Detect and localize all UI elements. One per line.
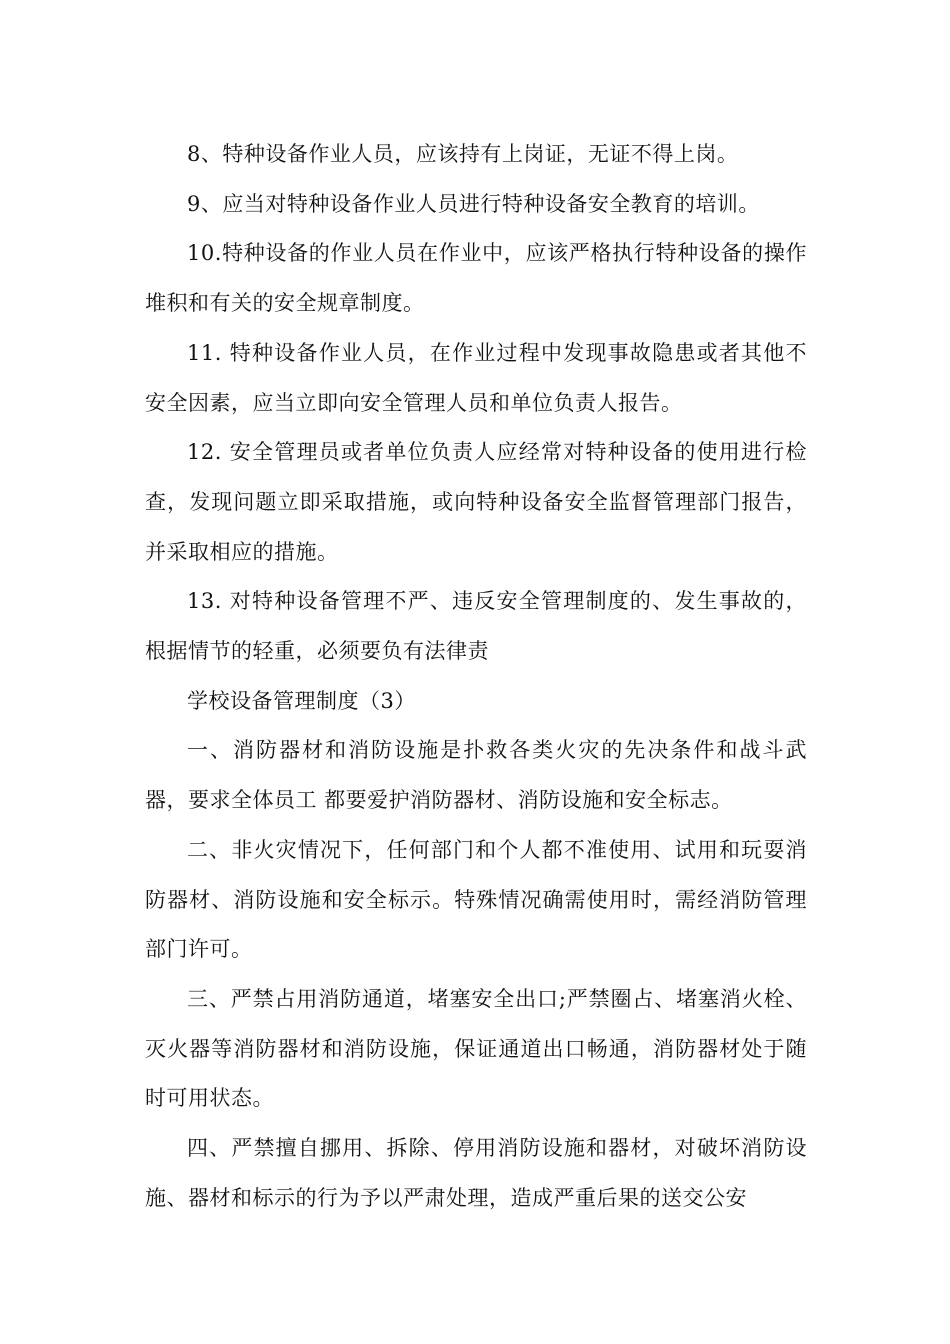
paragraph-12: 12. 安全管理员或者单位负责人应经常对特种设备的使用进行检查，发现问题立即采取措施，或向特种设备安全监督管理部门报告，并采取相应的措施。	[145, 440, 807, 564]
paragraph-two: 二、非火灾情况下，任何部门和个人都不准使用、试用和玩耍消防器材、消防设施和安全标示。特殊情况确需使用时，需经消防管理部门许可。	[145, 837, 807, 962]
document-body	[145, 130, 807, 1223]
paragraph-one: 一、消防器材和消防设施是扑救各类火灾的先决条件和战斗武器，要求全体员工 都要爱护消防器材、消防设施和安全标志。	[145, 738, 807, 813]
paragraph-8: 8、特种设备作业人员，应该持有上岗证，无证不得上岗。	[187, 142, 739, 166]
paragraph-10: 10.特种设备的作业人员在作业中，应该严格执行特种设备的操作堆积和有关的安全规章制度。	[145, 241, 807, 316]
section-heading: 学校设备管理制度（3）	[187, 688, 416, 713]
paragraph-11: 11. 特种设备作业人员，在作业过程中发现事故隐患或者其他不安全因素，应当立即向安全管理人员和单位负责人报告。	[145, 340, 807, 415]
paragraph-9: 9、应当对特种设备作业人员进行特种设备安全教育的培训。	[187, 191, 760, 216]
paragraph-four: 四、严禁擅自挪用、拆除、停用消防设施和器材，对破坏消防设施、器材和标示的行为予以严肃处理，造成严重后果的送交公安	[145, 1136, 807, 1210]
paragraph-three: 三、严禁占用消防通道，堵塞安全出口;严禁圈占、堵塞消火栓、灭火器等消防器材和消防设施，保证通道出口畅通，消防器材处于随时可用状态。	[145, 986, 807, 1111]
paragraph-13: 13. 对特种设备管理不严、违反安全管理制度的、发生事故的，根据情节的轻重，必须要负有法律责	[145, 589, 807, 664]
